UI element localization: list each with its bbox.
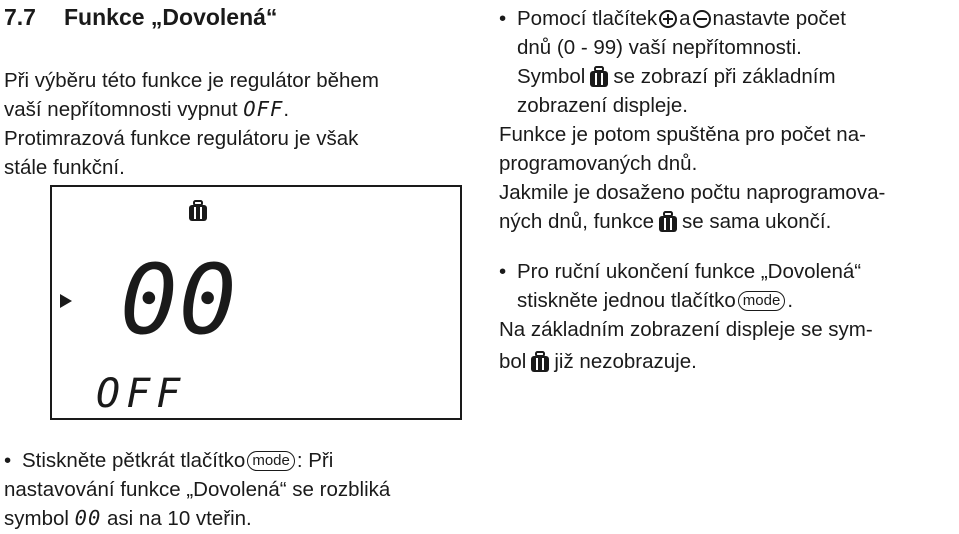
left-paragraph-line-4: stále funkční. <box>4 156 125 179</box>
segment-digits-text: 00 <box>74 506 102 530</box>
text: : Při <box>296 449 334 472</box>
right-paragraph-1-line-4 <box>499 207 831 236</box>
right-bullet-2-line-1 <box>499 257 861 286</box>
text: Pomocí tlačítek <box>517 7 658 30</box>
text: se sama ukončí. <box>682 210 832 233</box>
off-segment-text: OFF <box>243 97 284 121</box>
right-bullet-1-line-1 <box>499 4 846 33</box>
text: . <box>787 289 794 312</box>
right-bullet-1-line-3 <box>517 62 836 91</box>
mode-key-icon: mode <box>738 291 786 311</box>
right-paragraph-2-line-2 <box>499 347 697 376</box>
right-bullet-1-line-2: dnů (0 - 99) vaší nepřítomnosti. <box>517 36 802 59</box>
text: a <box>679 7 691 30</box>
text: vaší nepřítomnosti vypnut <box>4 98 244 121</box>
arrow-right-icon <box>60 294 72 308</box>
text: bol <box>499 350 527 373</box>
text: . <box>283 98 290 121</box>
plus-button-icon <box>659 10 677 28</box>
bullet: • <box>499 260 507 283</box>
suitcase-icon <box>658 211 678 233</box>
left-paragraph-line-1: Při výběru této funkce je regulátor během <box>4 69 379 92</box>
text: symbol <box>4 507 75 530</box>
suitcase-icon <box>187 200 209 222</box>
left-paragraph-line-2 <box>4 95 289 124</box>
text: stiskněte jednou tlačítko <box>517 289 736 312</box>
bottom-instruction-line-2: nastavování funkce „Dovolená“ se rozbliká <box>4 478 391 501</box>
right-paragraph-2-line-1: Na základním zobrazení displeje se sym- <box>499 318 873 341</box>
bullet: • <box>499 7 507 30</box>
text: se zobrazí při základním <box>613 65 836 88</box>
text: Pro ruční ukončení funkce „Dovolená“ <box>517 260 862 283</box>
bottom-instruction-line-1 <box>4 446 333 475</box>
right-bullet-2-line-2 <box>517 286 793 315</box>
bullet: • <box>4 449 12 472</box>
right-paragraph-1-line-1: Funkce je potom spuštěna pro počet na- <box>499 123 866 146</box>
suitcase-icon <box>530 351 550 373</box>
right-bullet-1-line-4: zobrazení displeje. <box>517 94 688 117</box>
text: ných dnů, funkce <box>499 210 654 233</box>
bottom-instruction-line-3 <box>4 504 252 533</box>
minus-button-icon <box>693 10 711 28</box>
text: nastavte počet <box>712 7 846 30</box>
text: Symbol <box>517 65 586 88</box>
section-heading <box>4 2 277 32</box>
lcd-status: OFF <box>96 371 187 417</box>
right-paragraph-1-line-2: programovaných dnů. <box>499 152 698 175</box>
left-paragraph-line-3: Protimrazová funkce regulátoru je však <box>4 127 359 150</box>
text: asi na 10 vteřin. <box>101 507 252 530</box>
suitcase-icon <box>589 66 609 88</box>
right-paragraph-1-line-3: Jakmile je dosaženo počtu naprogramova- <box>499 181 886 204</box>
section-title: Funkce „Dovolená“ <box>64 4 278 30</box>
mode-key-icon: mode <box>247 451 295 471</box>
lcd-digits: 00 <box>120 244 238 356</box>
text: Stiskněte pětkrát tlačítko <box>22 449 246 472</box>
text: již nezobrazuje. <box>554 350 697 373</box>
section-number: 7.7 <box>4 4 36 30</box>
